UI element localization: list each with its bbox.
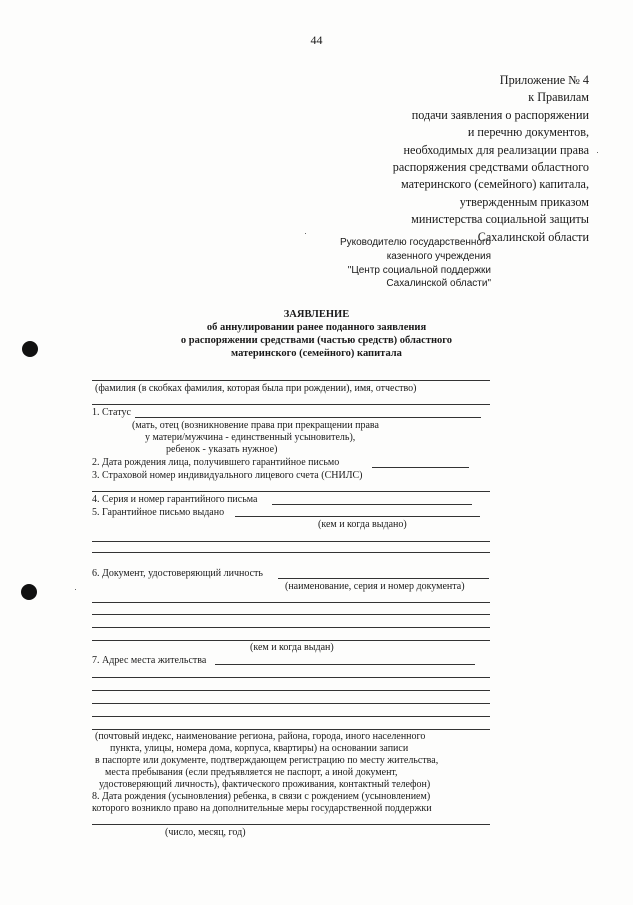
blank-line[interactable] [92, 614, 490, 615]
appendix-line: к Правилам [528, 90, 589, 105]
punch-hole [22, 341, 38, 357]
blank-line[interactable] [92, 627, 490, 628]
appendix-line: Сахалинской области [477, 229, 589, 244]
blank-line[interactable] [92, 541, 490, 542]
recipient-line: Руководителю государственного [339, 237, 491, 248]
title-subline: материнского (семейного) капитала [231, 348, 402, 359]
letter-issued-hint: (кем и когда выдано) [318, 519, 407, 530]
id-doc-label: 6. Документ, удостоверяющий личность [92, 568, 263, 579]
blank-line[interactable] [92, 716, 490, 717]
blank-line[interactable] [92, 677, 490, 678]
status-hint: у матери/мужчина - единственный усыновитель), [145, 432, 356, 443]
blank-line[interactable] [92, 602, 490, 603]
address-hint: пункта, улицы, номера дома, корпуса, квартиры) на основании записи [110, 743, 409, 754]
address-hint: в паспорте или документе, подтверждающем регистрацию по месту жительства, [95, 755, 439, 766]
status-label: 1. Статус [92, 407, 131, 418]
blank-line[interactable] [92, 729, 490, 730]
address-hint: (почтовый индекс, наименование региона, района, города, иного населенного [95, 731, 426, 742]
birth-date-label: 2. Дата рождения лица, получившего гарантийное письмо [92, 457, 340, 468]
child-birth-label: которого возникло право на дополнительные меры государственной поддержки [92, 803, 432, 814]
letter-issued-label: 5. Гарантийное письмо выдано [92, 507, 225, 518]
punch-hole [21, 584, 37, 600]
snils-line[interactable] [92, 491, 490, 492]
letter-number-label: 4. Серия и номер гарантийного письма [92, 494, 258, 505]
appendix-line: необходимых для реализации права [403, 142, 589, 157]
address-hint: места пребывания (если предъявляется не паспорт, а иной документ, [105, 767, 398, 778]
blank-line[interactable] [92, 640, 490, 641]
address-label: 7. Адрес места жительства [92, 655, 207, 666]
child-birth-line[interactable] [92, 824, 490, 825]
fio-hint: (фамилия (в скобках фамилия, которая была при рождении), имя, отчество) [95, 383, 417, 394]
appendix-line: подачи заявления о распоряжении [411, 107, 589, 122]
birth-date-line[interactable] [372, 467, 469, 468]
appendix-line: министерства социальной защиты [411, 212, 589, 227]
letter-number-line[interactable] [272, 504, 472, 505]
title-subline: об аннулировании ранее поданного заявления [206, 322, 427, 333]
appendix-line: распоряжения средствами областного [392, 160, 589, 175]
id-doc-line[interactable] [278, 578, 489, 579]
appendix-header [393, 72, 589, 246]
blank-line[interactable] [92, 690, 490, 691]
title-subline: о распоряжении средствами (частью средств) областного [180, 335, 453, 346]
recipient-line: Сахалинской области" [386, 278, 491, 290]
address-hint: удостоверяющий личность), фактического проживания, контактный телефон) [99, 779, 431, 790]
title-heading: ЗАЯВЛЕНИЕ [283, 309, 350, 320]
status-line[interactable] [135, 417, 481, 418]
recipient-line: казенного учреждения [386, 250, 491, 262]
recipient-block [340, 236, 491, 291]
snils-label: 3. Страховой номер индивидуального лицевого счета (СНИЛС) [92, 470, 363, 481]
status-hint: (мать, отец (возникновение права при прекращении права [132, 420, 379, 431]
document-title [0, 308, 633, 360]
status-hint: ребенок - указать нужное) [166, 444, 278, 455]
scan-speck [305, 233, 306, 234]
id-issued-hint: (кем и когда выдан) [250, 642, 334, 653]
appendix-line: и перечню документов, [467, 125, 589, 140]
id-doc-hint: (наименование, серия и номер документа) [285, 581, 465, 592]
scan-speck [597, 152, 598, 153]
address-line[interactable] [215, 664, 475, 665]
appendix-line: материнского (семейного) капитала, [401, 177, 589, 192]
recipient-line: "Центр социальной поддержки [347, 264, 491, 276]
scan-speck [75, 589, 76, 590]
child-birth-hint: (число, месяц, год) [165, 827, 246, 838]
appendix-line: Приложение № 4 [499, 73, 589, 87]
blank-line[interactable] [92, 703, 490, 704]
blank-line[interactable] [92, 552, 490, 553]
fio-line[interactable] [92, 380, 490, 381]
letter-issued-line[interactable] [235, 516, 480, 517]
blank-line[interactable] [92, 404, 490, 405]
appendix-line: утвержденным приказом [459, 194, 589, 209]
child-birth-label: 8. Дата рождения (усыновления) ребенка, в связи с рождением (усыновлением) [92, 791, 431, 802]
page-number: 44 [310, 33, 323, 47]
